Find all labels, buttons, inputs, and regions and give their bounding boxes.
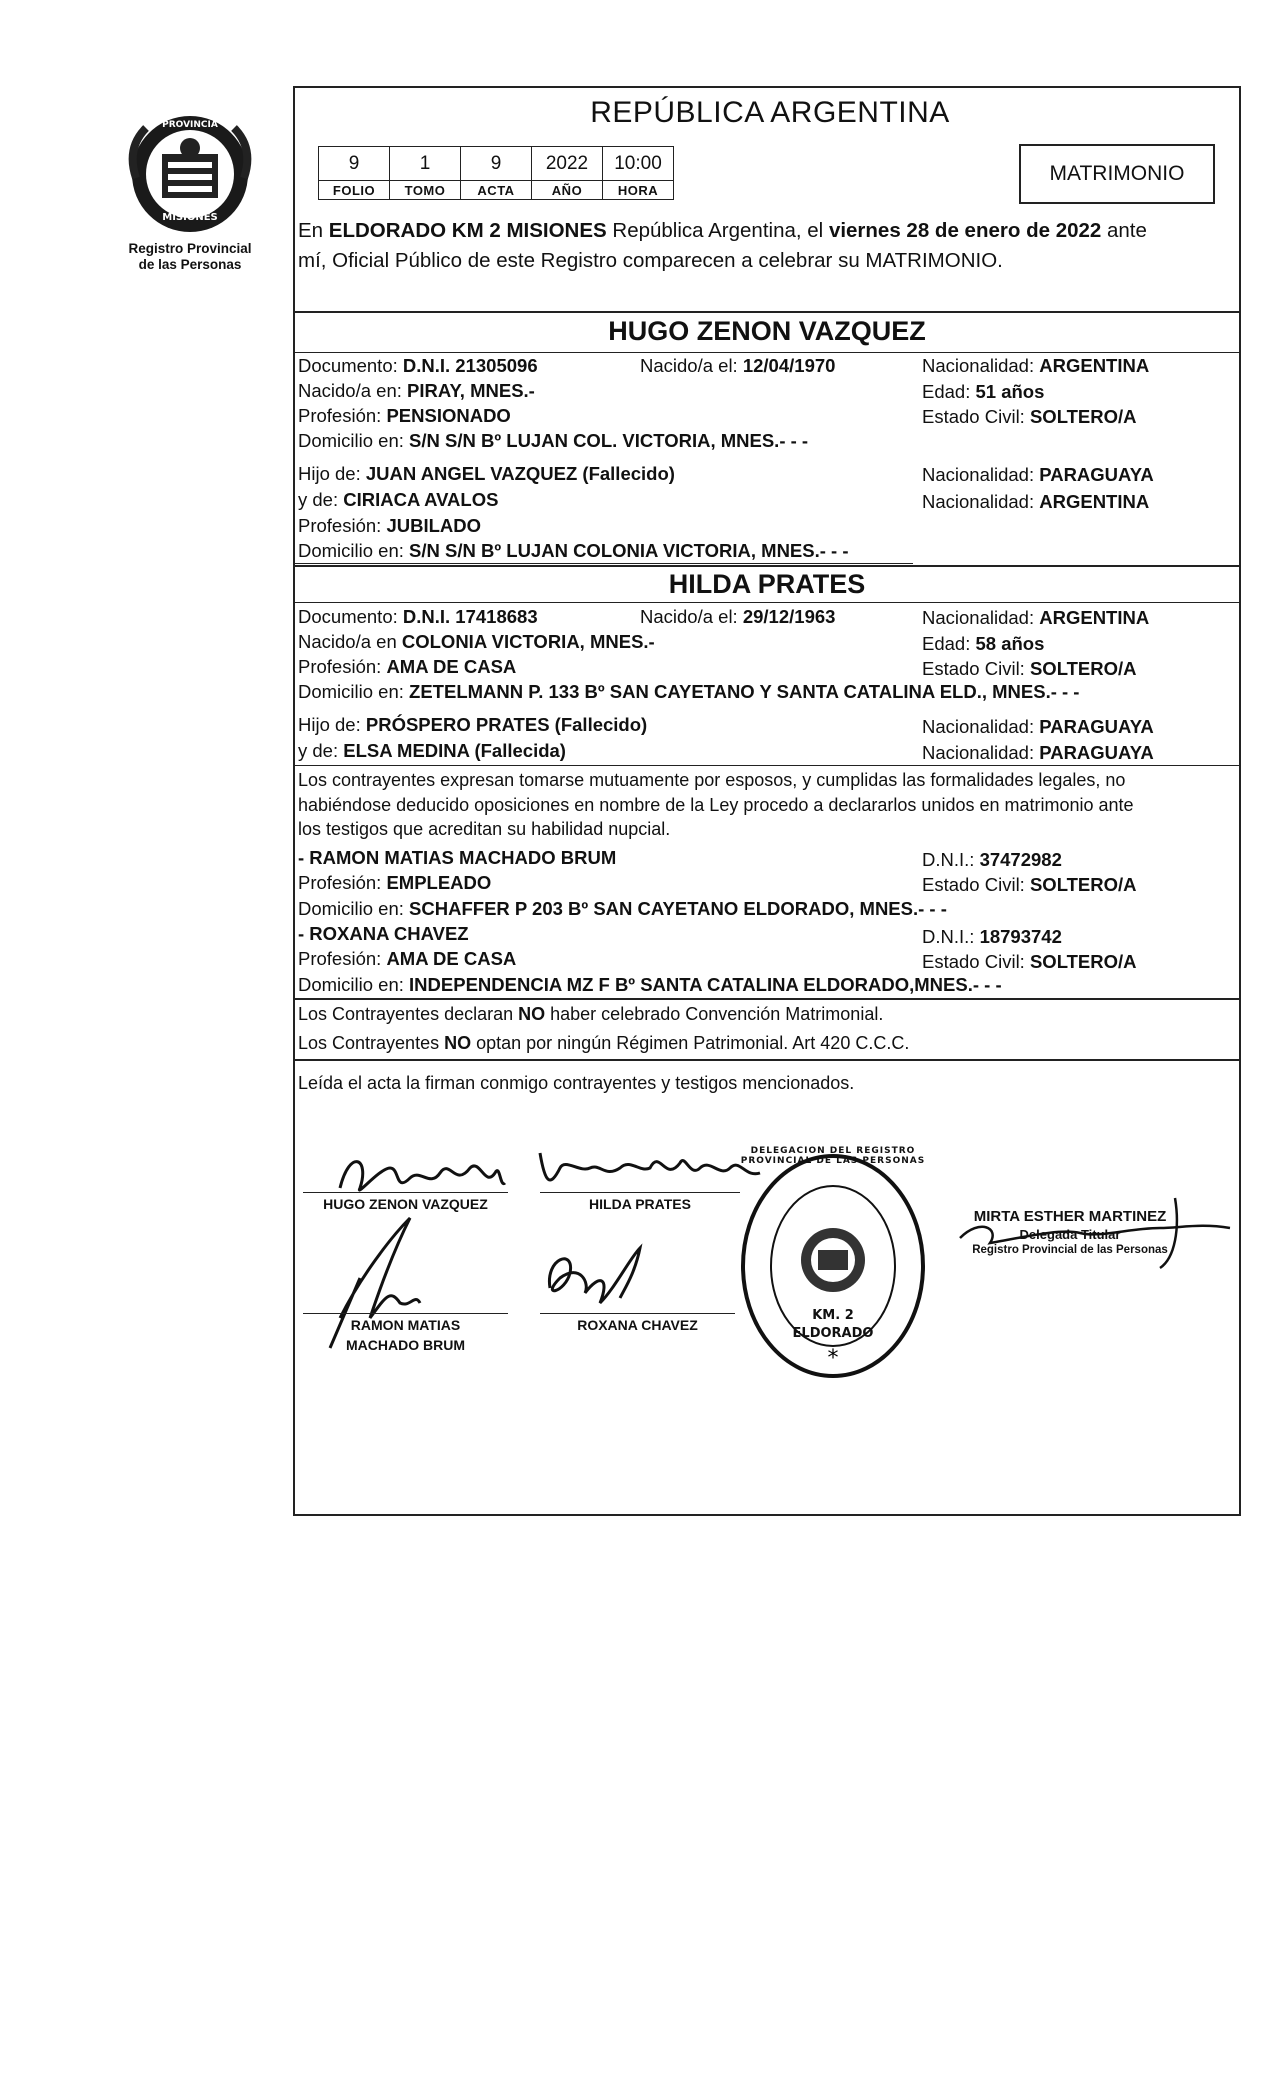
official-stamp — [940, 1208, 1200, 1256]
declaration-line1: Los contrayentes expresan tomarse mutuamente por esposos, y cumplidas las formalidades legales, no — [298, 770, 1126, 790]
party2-document: Documento: D.N.I. 17418683 — [298, 606, 538, 627]
party1-parents-address: Domicilio en: S/N S/N Bº LUJAN COLONIA VICTORIA, MNES.- - - — [298, 540, 849, 561]
act-type-box: MATRIMONIO — [1019, 144, 1215, 204]
party2-name: HILDA PRATES — [668, 569, 866, 599]
official-office: Registro Provincial de las Personas — [972, 1244, 1168, 1256]
witness1-profession: Profesión: EMPLEADO — [298, 872, 492, 893]
party2-civil-status: Estado Civil: SOLTERO/A — [922, 658, 1137, 679]
party2-father: Hijo de: PRÓSPERO PRATES (Fallecido) — [298, 714, 648, 735]
convention-line1: Los Contrayentes declaran NO haber celebrado Convención Matrimonial. — [298, 1004, 884, 1024]
party2-profession: Profesión: AMA DE CASA — [298, 656, 517, 677]
witness1-civil-status: Estado Civil: SOLTERO/A — [922, 874, 1137, 895]
party2-father-nationality: Nacionalidad: PARAGUAYA — [922, 716, 1154, 737]
signature-label-groom: HUGO ZENON VAZQUEZ — [323, 1196, 488, 1212]
logo-ring-top: PROVINCIA — [162, 120, 218, 130]
party1-name: HUGO ZENON VAZQUEZ — [608, 316, 926, 346]
tomo-label: TOMO — [390, 181, 461, 200]
acta-value: 9 — [461, 147, 532, 181]
official-name: MIRTA ESTHER MARTINEZ — [973, 1208, 1167, 1225]
party2-address: Domicilio en: ZETELMANN P. 133 Bº SAN CAYETANO Y SANTA CATALINA ELD., MNES.- - - — [298, 681, 1080, 702]
party1-father: Hijo de: JUAN ANGEL VAZQUEZ (Fallecido) — [298, 463, 675, 484]
party2-mother: y de: ELSA MEDINA (Fallecida) — [298, 740, 566, 761]
hour-value: 10:00 — [603, 147, 674, 181]
party1-age: Edad: 51 años — [922, 381, 1045, 402]
witness2-address: Domicilio en: INDEPENDENCIA MZ F Bº SANTA CATALINA ELDORADO,MNES.- - - — [298, 974, 1002, 995]
party2-birthdate: Nacido/a el: 29/12/1963 — [640, 606, 836, 627]
declaration-line3: los testigos que acreditan su habilidad nupcial. — [298, 819, 671, 839]
witness1-address: Domicilio en: SCHAFFER P 203 Bº SAN CAYETANO ELDORADO, MNES.- - - — [298, 898, 947, 919]
closing-text: Leída el acta la firman conmigo contrayentes y testigos mencionados. — [298, 1073, 855, 1093]
year-value: 2022 — [532, 147, 603, 181]
signature-label-bride: HILDA PRATES — [589, 1196, 691, 1212]
party1-document: Documento: D.N.I. 21305096 — [298, 355, 538, 376]
registry-table — [318, 146, 674, 200]
convention-line2: Los Contrayentes NO optan por ningún Régimen Patrimonial. Art 420 C.C.C. — [298, 1033, 910, 1053]
party1-birthdate: Nacido/a el: 12/04/1970 — [640, 355, 836, 376]
witness1-dni: D.N.I.: 37472982 — [922, 849, 1062, 870]
tomo-value: 1 — [390, 147, 461, 181]
witness2-dni: D.N.I.: 18793742 — [922, 926, 1062, 947]
party1-father-nationality: Nacionalidad: PARAGUAYA — [922, 464, 1154, 485]
signature-label-witness1-line1: RAMON MATIAS — [350, 1317, 461, 1333]
hour-label: HORA — [603, 181, 674, 200]
year-label: AÑO — [532, 181, 603, 200]
province-logo — [116, 108, 264, 238]
witness2-civil-status: Estado Civil: SOLTERO/A — [922, 951, 1137, 972]
logo-caption-line2: de las Personas — [138, 257, 242, 272]
folio-value: 9 — [319, 147, 390, 181]
party1-profession: Profesión: PENSIONADO — [298, 405, 511, 426]
party1-civil-status: Estado Civil: SOLTERO/A — [922, 406, 1137, 427]
party2-nationality: Nacionalidad: ARGENTINA — [922, 607, 1150, 628]
acta-label: ACTA — [461, 181, 532, 200]
witness1-name: - RAMON MATIAS MACHADO BRUM — [298, 847, 617, 868]
witness2-name: - ROXANA CHAVEZ — [298, 923, 469, 944]
party1-birthplace: Nacido/a en: PIRAY, MNES.- — [298, 380, 535, 401]
logo-ring-bottom: MISIONES — [162, 212, 218, 223]
official-role: Delegada Titular — [1019, 1227, 1121, 1242]
document-title: REPÚBLICA ARGENTINA — [590, 96, 950, 129]
party1-mother: y de: CIRIACA AVALOS — [298, 489, 499, 510]
intro-text: En ELDORADO KM 2 MISIONES República Argentina, el viernes 28 de enero de 2022 ante mí, Oficial Público de este Registro comparecen a celebrar su MATRIMONIO. — [298, 216, 1240, 276]
signature-label-witness2: ROXANA CHAVEZ — [577, 1317, 698, 1333]
logo-caption-line1: Registro Provincial — [128, 241, 252, 256]
svg-text:*: * — [827, 1346, 839, 1371]
party1-nationality: Nacionalidad: ARGENTINA — [922, 355, 1150, 376]
seal-inner-line2: ELDORADO — [792, 1326, 874, 1341]
party2-age: Edad: 58 años — [922, 633, 1045, 654]
party2-mother-nationality: Nacionalidad: PARAGUAYA — [922, 742, 1154, 763]
folio-label: FOLIO — [319, 181, 390, 200]
party2-birthplace: Nacido/a en COLONIA VICTORIA, MNES.- — [298, 631, 655, 652]
signature-label-witness1-line2: MACHADO BRUM — [346, 1337, 465, 1353]
seal-inner-line1: KM. 2 — [812, 1308, 854, 1323]
intro-line2: mí, Oficial Público de este Registro comparecen a celebrar su MATRIMONIO. — [298, 249, 1003, 272]
intro-date: viernes 28 de enero de 2022 — [828, 219, 1102, 242]
seal-ring-text: DELEGACION DEL REGISTRO PROVINCIAL DE LAS PERSONAS — [740, 1146, 926, 1166]
registry-seal — [738, 1146, 928, 1382]
witness2-profession: Profesión: AMA DE CASA — [298, 948, 517, 969]
party1-parents-profession: Profesión: JUBILADO — [298, 515, 481, 536]
party1-address: Domicilio en: S/N S/N Bº LUJAN COL. VICTORIA, MNES.- - - — [298, 430, 809, 451]
party1-mother-nationality: Nacionalidad: ARGENTINA — [922, 491, 1150, 512]
intro-place: ELDORADO KM 2 MISIONES — [328, 219, 607, 242]
logo-caption — [110, 241, 270, 273]
declaration-line2: habiéndose deducido oposiciones en nombre de la Ley procedo a declararlos unidos en matrimonio ante — [298, 795, 1134, 815]
